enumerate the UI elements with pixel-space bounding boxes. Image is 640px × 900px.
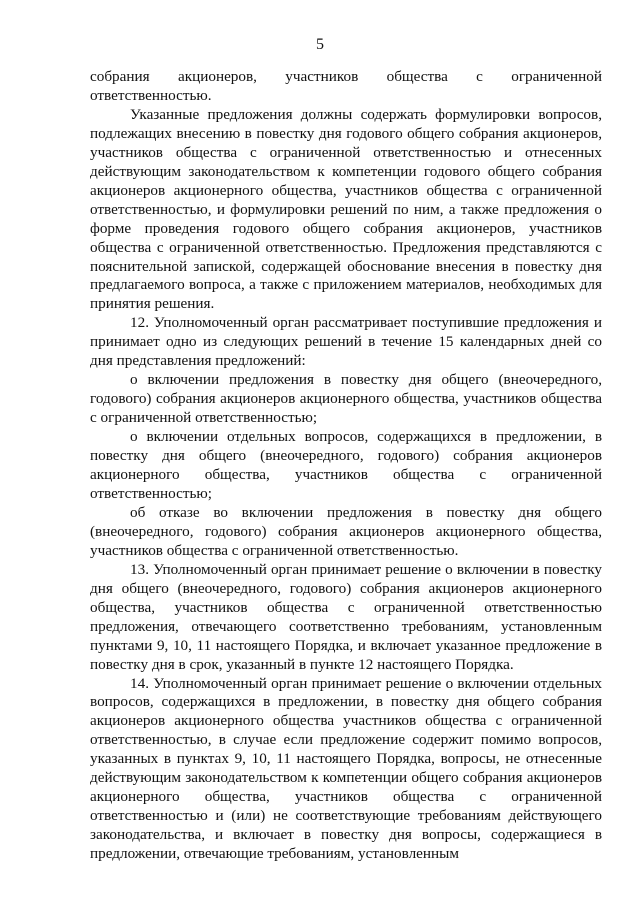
page-number: 5 <box>316 36 324 53</box>
paragraph-proposals-content: Указанные предложения должны содержать формулировки вопросов, подлежащих внесению в повестку дня годового общего собрания акционеров, участников общества с ограниченной ответственностью и отнесенных действующим законодательством к компетенции годового общего собрания акционеров акционерного общества, участников общества с ограниченной ответственностью, и формулировки решений по ним, а также предложения о форме проведения годового общего собрания акционеров, участников общества с ограниченной ответственностью. Предложения представляются с пояснительной запиской, содержащей обоснование внесения в повестку дня предлагаемого вопроса, а также с приложением материалов, необходимых для принятия решения. <box>90 105 602 313</box>
paragraph-item-13: 13. Уполномоченный орган принимает решение о включении в повестку дня общего (внеочередного, годового) собрания акционеров акционерного общества, участников общества с ограниченной ответственностью предложения, отвечающего соответственно требованиям, установленным пунктами 9, 10, 11 настоящего Порядка, и включает указанное предложение в повестку дня в срок, указанный в пункте 12 настоящего Порядка. <box>90 560 602 673</box>
paragraph-decision-include-partial: о включении отдельных вопросов, содержащихся в предложении, в повестку дня общего (внеочередного, годового) собрания акционеров акционерного общества, участников общества с ограниченной ответственностью; <box>90 428 602 502</box>
document-body <box>90 68 602 864</box>
paragraph-item-12: 12. Уполномоченный орган рассматривает поступившие предложения и принимает одно из следующих решений в течение 15 календарных дней со дня представления предложений: <box>90 314 602 370</box>
paragraph-decision-include: о включении предложения в повестку дня общего (внеочередного, годового) собрания акционеров акционерного общества, участников общества с ограниченной ответственностью; <box>90 371 602 427</box>
paragraph-decision-refuse: об отказе во включении предложения в повестку дня общего (внеочередного, годового) собрания акционеров акционерного общества, участников общества с ограниченной ответственностью. <box>90 503 602 559</box>
paragraph-continuation: собрания акционеров, участников общества с ограниченной ответственностью. <box>90 68 602 104</box>
paragraph-item-14: 14. Уполномоченный орган принимает решение о включении отдельных вопросов, содержащихся в предложении, в повестку дня общего собрания акционеров акционерного общества участников общества с ограниченной ответственностью, в случае если предложение содержит помимо вопросов, указанных в пунктах 9, 10, 11 настоящего Порядка, вопросы, не отнесенные действующим законодательством к компетенции общего собрания акционеров акционерного общества, участников общества с ограниченной ответственностью и (или) не соответствующие требованиям действующего законодательства, и включает в повестку дня вопросы, содержащиеся в предложении, отвечающие требованиям, установленным <box>90 674 602 863</box>
